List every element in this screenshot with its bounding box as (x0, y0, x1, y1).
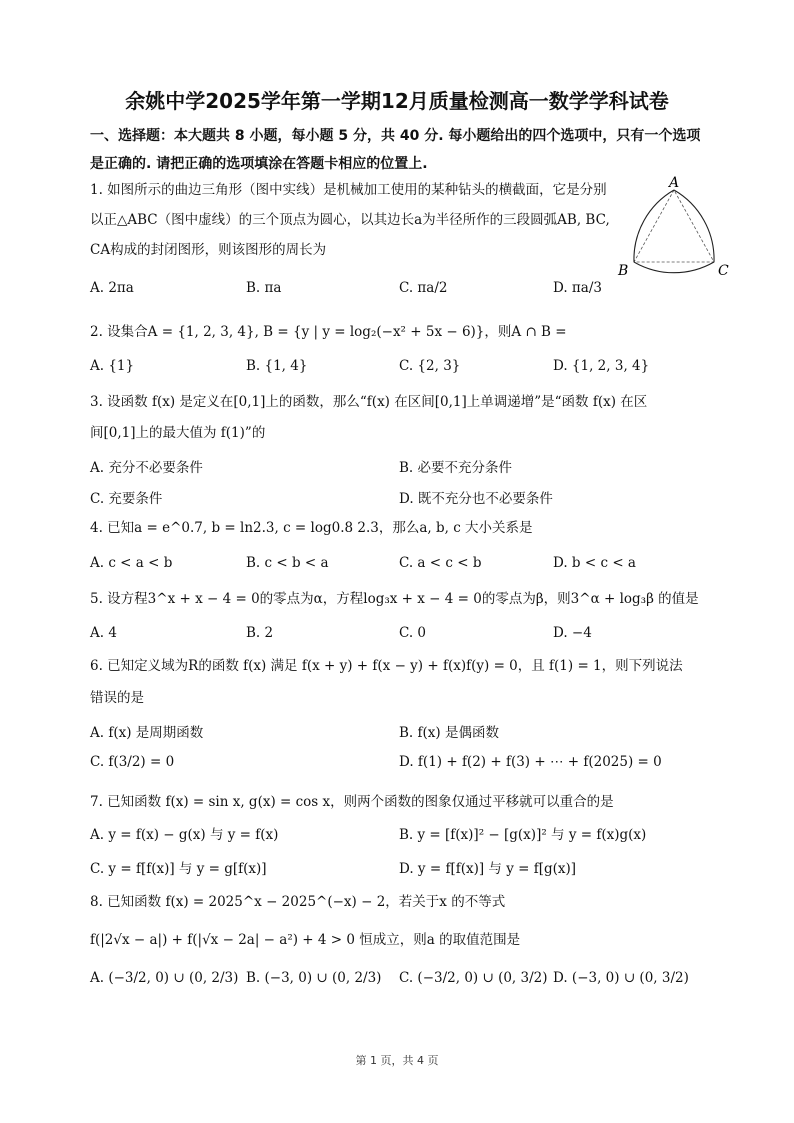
label-c: C (718, 263, 729, 279)
curved-triangle-figure (612, 176, 742, 286)
question-6-option-b: B. f(x) 是偶函数 (399, 725, 499, 741)
question-5-option-b: B. 2 (246, 625, 274, 641)
question-6-option-c: C. f(3/2) = 0 (90, 754, 175, 770)
question-4-option-b: B. c < b < a (246, 555, 329, 571)
label-a: A (669, 176, 680, 191)
question-8-option-b: B. (−3, 0) ∪ (0, 2/3) (246, 970, 382, 986)
question-1-option-a: A. 2πa (90, 280, 134, 296)
question-3-option-c: C. 充要条件 (90, 491, 163, 507)
section-header: 一、选择题：本大题共 8 小题，每小题 5 分，共 40 分. 每小题给出的四个选项中，只有一个选项是正确的. 请把正确的选项填涂在答题卡相应的位置上. (90, 128, 701, 172)
question-1-stem: 1. 如图所示的曲边三角形（图中实线）是机械加工使用的某种钻头的横截面，它是分别以正△ABC（图中虚线）的三个顶点为圆心，以其边长a为半径所作的三段圆弧AB, BC, CA构成的封闭图形，则该图形的周长为 (90, 182, 610, 258)
question-6-stem-line-1: 6. 已知定义域为R的函数 f(x) 满足 f(x + y) + f(x − y) + f(x)f(y) = 0，且 f(1) = 1，则下列说法 (90, 658, 683, 674)
question-5-stem: 5. 设方程3^x + x − 4 = 0的零点为α，方程log₃x + x − 4 = 0的零点为β，则3^α + log₃β 的值是 (90, 591, 699, 607)
question-2-option-d: D. {1, 2, 3, 4} (553, 358, 650, 374)
question-1-option-b: B. πa (246, 280, 282, 296)
page-title: 余姚中学2025学年第一学期12月质量检测高一数学学科试卷 (125, 89, 669, 113)
question-2-stem: 2. 设集合A = {1, 2, 3, 4}, B = {y | y = log₂(−x² + 5x − 6)}，则A ∩ B = (90, 324, 567, 340)
question-6-stem-line-2: 错误的是 (90, 690, 144, 706)
question-3-option-b: B. 必要不充分条件 (399, 460, 513, 476)
question-1-option-d: D. πa/3 (553, 280, 602, 296)
question-7-option-a: A. y = f(x) − g(x) 与 y = f(x) (90, 827, 279, 843)
label-b: B (618, 263, 629, 279)
question-3-stem-line-1: 3. 设函数 f(x) 是定义在[0,1]上的函数，那么“f(x) 在区间[0,1]上单调递增”是“函数 f(x) 在区 (90, 394, 648, 410)
question-5-option-a: A. 4 (90, 625, 117, 641)
question-7-option-b: B. y = [f(x)]² − [g(x)]² 与 y = f(x)g(x) (399, 827, 647, 843)
question-5-option-c: C. 0 (399, 625, 427, 641)
question-4-stem: 4. 已知a = e^0.7, b = ln2.3, c = log0.8 2.3，那么a, b, c 大小关系是 (90, 520, 533, 536)
question-3-stem-line-2: 间[0,1]上的最大值为 f(1)”的 (90, 425, 266, 441)
question-8-option-a: A. (−3/2, 0) ∪ (0, 2/3) (90, 970, 239, 986)
question-8-stem-line-2: f(|2√x − a|) + f(|√x − 2a| − a²) + 4 > 0 恒成立，则a 的取值范围是 (90, 932, 521, 948)
page-footer: 第 1 页，共 4 页 (355, 1054, 439, 1067)
arc-bc (634, 262, 714, 273)
question-2-option-c: C. {2, 3} (399, 358, 461, 374)
question-7-stem: 7. 已知函数 f(x) = sin x, g(x) = cos x，则两个函数的图象仅通过平移就可以重合的是 (90, 794, 614, 810)
question-3-option-a: A. 充分不必要条件 (90, 460, 203, 476)
question-2-option-a: A. {1} (90, 358, 135, 374)
question-5-option-d: D. −4 (553, 625, 592, 641)
question-2-option-b: B. {1, 4} (246, 358, 308, 374)
question-7-option-d: D. y = f[f(x)] 与 y = f[g(x)] (399, 861, 577, 877)
question-1-option-c: C. πa/2 (399, 280, 448, 296)
question-4-option-d: D. b < c < a (553, 555, 636, 571)
question-4-option-a: A. c < a < b (90, 555, 173, 571)
question-8-option-d: D. (−3, 0) ∪ (0, 3/2) (553, 970, 689, 986)
question-6-option-d: D. f(1) + f(2) + f(3) + ⋯ + f(2025) = 0 (399, 754, 662, 770)
question-8-option-c: C. (−3/2, 0) ∪ (0, 3/2) (399, 970, 548, 986)
question-7-option-c: C. y = f[f(x)] 与 y = g[f(x)] (90, 861, 267, 877)
question-8-stem-line-1: 8. 已知函数 f(x) = 2025^x − 2025^(−x) − 2，若关于x 的不等式 (90, 894, 506, 910)
question-3-option-d: D. 既不充分也不必要条件 (399, 491, 553, 507)
question-6-option-a: A. f(x) 是周期函数 (90, 725, 204, 741)
question-4-option-c: C. a < c < b (399, 555, 482, 571)
dashed-equilateral-triangle (634, 190, 714, 262)
